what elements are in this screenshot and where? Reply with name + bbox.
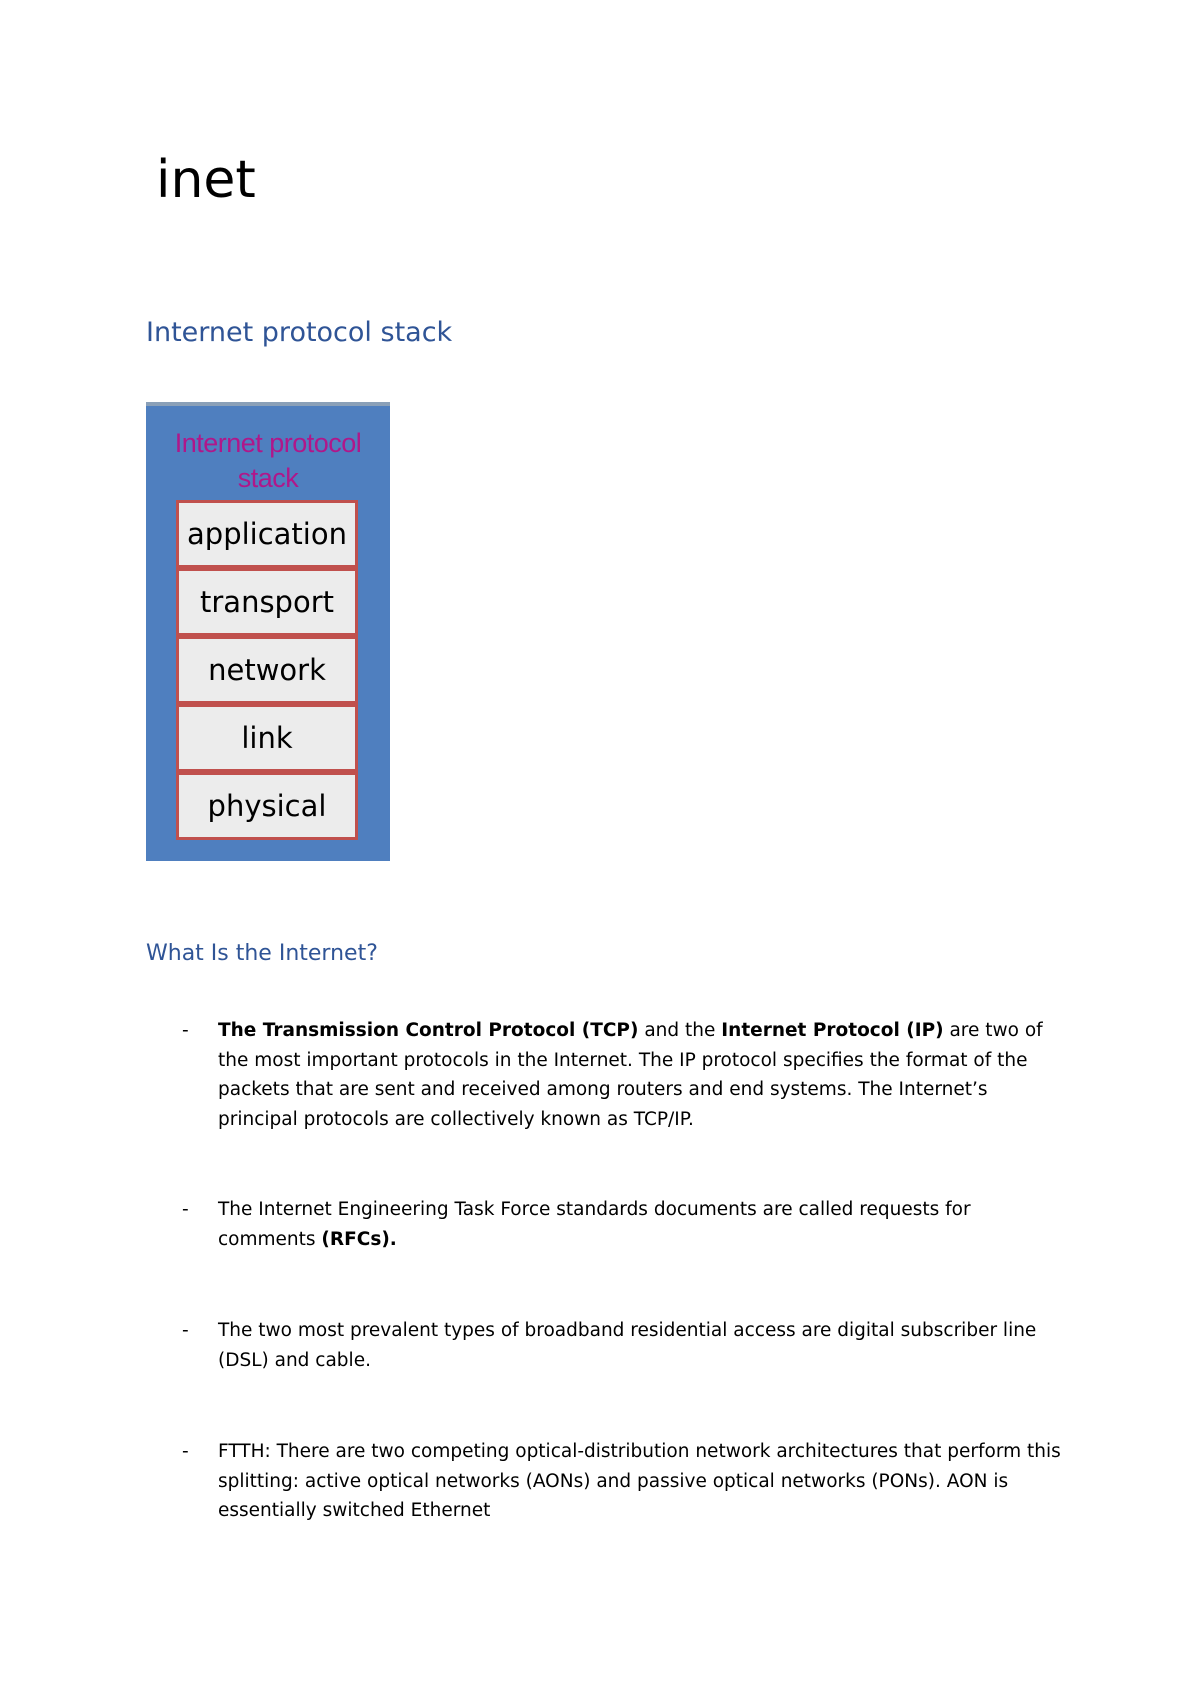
layer-network: network xyxy=(176,636,358,704)
bullet-text xyxy=(218,1016,1062,1134)
bullet-text-segment: are two of the most important protocols in the Internet. The IP protocol specifies the format of the packets that are sent and received among routers and end systems. The Internet’s principal protocols are collectively known as TCP/IP. xyxy=(218,1020,1043,1130)
bullet-text xyxy=(218,1316,1062,1375)
bullet-text-segment: and the xyxy=(638,1020,722,1041)
bullet-text-segment: FTTH: There are two competing optical-distribution network architectures that perform this splitting: active optical networks (AONs) and passive optical networks (PONs). AON is essentially switched Ethernet xyxy=(218,1441,1061,1521)
figure-title-line-2: stack xyxy=(237,463,299,493)
layer-link: link xyxy=(176,704,358,772)
bullet-text xyxy=(218,1437,1062,1526)
bold-text: Internet Protocol (IP) xyxy=(721,1020,944,1041)
figure-title xyxy=(146,426,390,496)
bullet-dash: - xyxy=(182,1320,189,1341)
layer-transport: transport xyxy=(176,568,358,636)
bullet-text xyxy=(218,1195,1062,1254)
bold-text: The Transmission Control Protocol (TCP) xyxy=(218,1020,639,1041)
figure-title-line-1: Internet protocol xyxy=(174,428,362,458)
section-heading-protocol-stack: Internet protocol stack xyxy=(146,317,453,348)
bullet-dash: - xyxy=(182,1020,189,1041)
sub-heading-what-is-internet: What Is the Internet? xyxy=(146,941,378,966)
bullet-dash: - xyxy=(182,1441,189,1462)
bullet-item-tcp-ip xyxy=(182,1016,1062,1134)
document-title: inet xyxy=(156,150,256,210)
bullet-item-rfcs xyxy=(182,1195,1062,1254)
bullet-item-broadband xyxy=(182,1316,1062,1375)
bold-text: (RFCs). xyxy=(321,1228,397,1250)
bullet-text-segment: The two most prevalent types of broadband residential access are digital subscriber line (DSL) and cable. xyxy=(218,1320,1037,1371)
bullet-item-ftth xyxy=(182,1437,1062,1526)
layer-physical: physical xyxy=(176,772,358,840)
bullet-dash: - xyxy=(182,1199,189,1220)
bullet-text-segment: The Internet Engineering Task Force standards documents are called requests for comments xyxy=(218,1199,971,1250)
layer-application: application xyxy=(176,500,358,568)
protocol-stack-figure xyxy=(146,402,390,861)
